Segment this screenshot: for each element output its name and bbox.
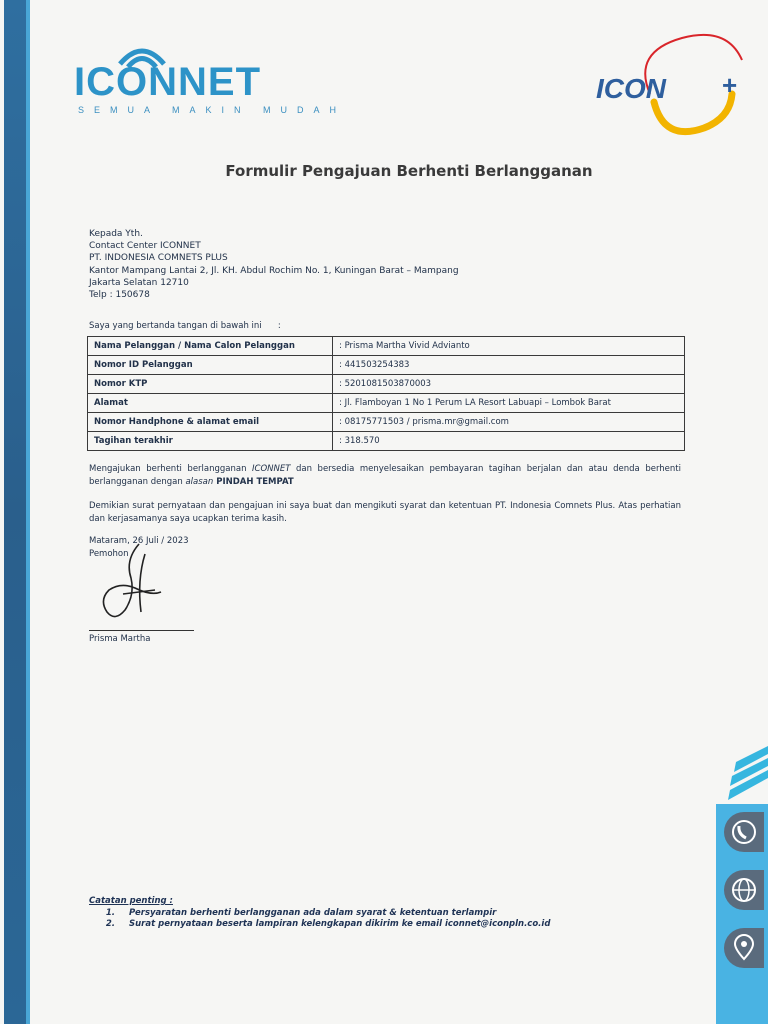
svg-text:ICON: ICON: [596, 73, 666, 104]
signer-name: Prisma Martha: [89, 634, 151, 644]
request-text-cont: dan bersedia menyelesaikan pembayaran tagihan berjalan dan atau denda berhenti berlangganan dengan: [89, 464, 681, 487]
left-decorative-bar: [4, 0, 30, 1024]
recipient-line: Contact Center ICONNET: [89, 241, 201, 252]
logo-tagline: SEMUA MAKIN MUDAH: [78, 105, 347, 115]
row-value: : 441503254383: [333, 356, 685, 375]
recipient-line: Kantor Mampang Lantai 2, Jl. KH. Abdul Rochim No. 1, Kuningan Barat – Mampang: [89, 265, 459, 276]
row-label: Nomor ID Pelanggan: [88, 356, 333, 375]
svg-text:+: +: [722, 70, 738, 100]
row-value: : Jl. Flamboyan 1 No 1 Perum LA Resort Labuapi – Lombok Barat: [333, 394, 685, 413]
recipient-block: [89, 228, 459, 301]
table-row: [88, 337, 685, 356]
row-label: Nama Pelanggan / Nama Calon Pelanggan: [88, 337, 333, 356]
row-label: Nomor Handphone & alamat email: [88, 413, 333, 432]
page-title: Formulir Pengajuan Berhenti Berlangganan: [225, 162, 593, 180]
recipient-line: Kepada Yth.: [89, 229, 143, 239]
signer-role: Pemohon: [89, 549, 129, 559]
row-value: : 318.570: [333, 432, 685, 451]
reason-value: PINDAH TEMPAT: [213, 476, 294, 487]
logo-wordmark: ICONNET: [74, 60, 261, 104]
row-value: : Prisma Martha Vivid Advianto: [333, 337, 685, 356]
table-row: [88, 413, 685, 432]
recipient-line: Telp : 150678: [89, 290, 150, 301]
handwritten-signature: [95, 540, 170, 625]
phone-icon: [724, 812, 764, 852]
note-number: 1.: [105, 908, 115, 918]
iconplus-logo: [592, 32, 752, 142]
closing-paragraph: Demikian surat pernyataan dan pengajuan ini saya buat dan mengikuti syarat dan ketentuan PT. Indonesia Comnets Plus. Atas perhatian dan kerjasamanya saya ucapkan terima kasih.: [89, 501, 681, 524]
iconnet-logo: [74, 48, 347, 118]
recipient-line: Jakarta Selatan 12710: [89, 277, 189, 288]
row-label: Tagihan terakhir: [88, 432, 333, 451]
table-row: [88, 356, 685, 375]
row-value: : 5201081503870003: [333, 375, 685, 394]
brand-name: ICONNET: [252, 464, 291, 474]
recipient-line: PT. INDONESIA COMNETS PLUS: [89, 253, 228, 264]
note-number: 2.: [105, 919, 115, 929]
intro-text: Saya yang bertanda tangan di bawah ini :: [89, 321, 281, 331]
list-item: [89, 919, 550, 930]
notes-heading: Catatan penting :: [89, 896, 173, 906]
note-text: Surat pernyataan beserta lampiran kelengkapan dikirim ke email iconnet@iconpln.co.id: [129, 919, 551, 929]
row-label: Nomor KTP: [88, 375, 333, 394]
important-notes: [89, 896, 550, 930]
request-paragraph: [89, 463, 681, 488]
signature-line: [89, 630, 194, 631]
request-text: Mengajukan berhenti berlangganan: [89, 464, 253, 474]
list-item: [89, 908, 550, 919]
contact-decoration: [716, 744, 768, 1024]
table-row: [88, 432, 685, 451]
location-pin-icon: [724, 928, 764, 968]
table-row: [88, 394, 685, 413]
table-row: [88, 375, 685, 394]
row-value: : 08175771503 / prisma.mr@gmail.com: [333, 413, 685, 432]
row-label: Alamat: [88, 394, 333, 413]
reason-word: alasan: [185, 476, 214, 487]
note-text: Persyaratan berhenti berlangganan ada dalam syarat & ketentuan terlampir: [129, 908, 497, 918]
left-bar-stripe: [26, 0, 30, 1024]
decorative-stripes: [716, 744, 768, 804]
globe-icon: [724, 870, 764, 910]
customer-info-table: [87, 336, 685, 451]
place-date: Mataram, 26 Juli / 2023: [89, 536, 189, 546]
